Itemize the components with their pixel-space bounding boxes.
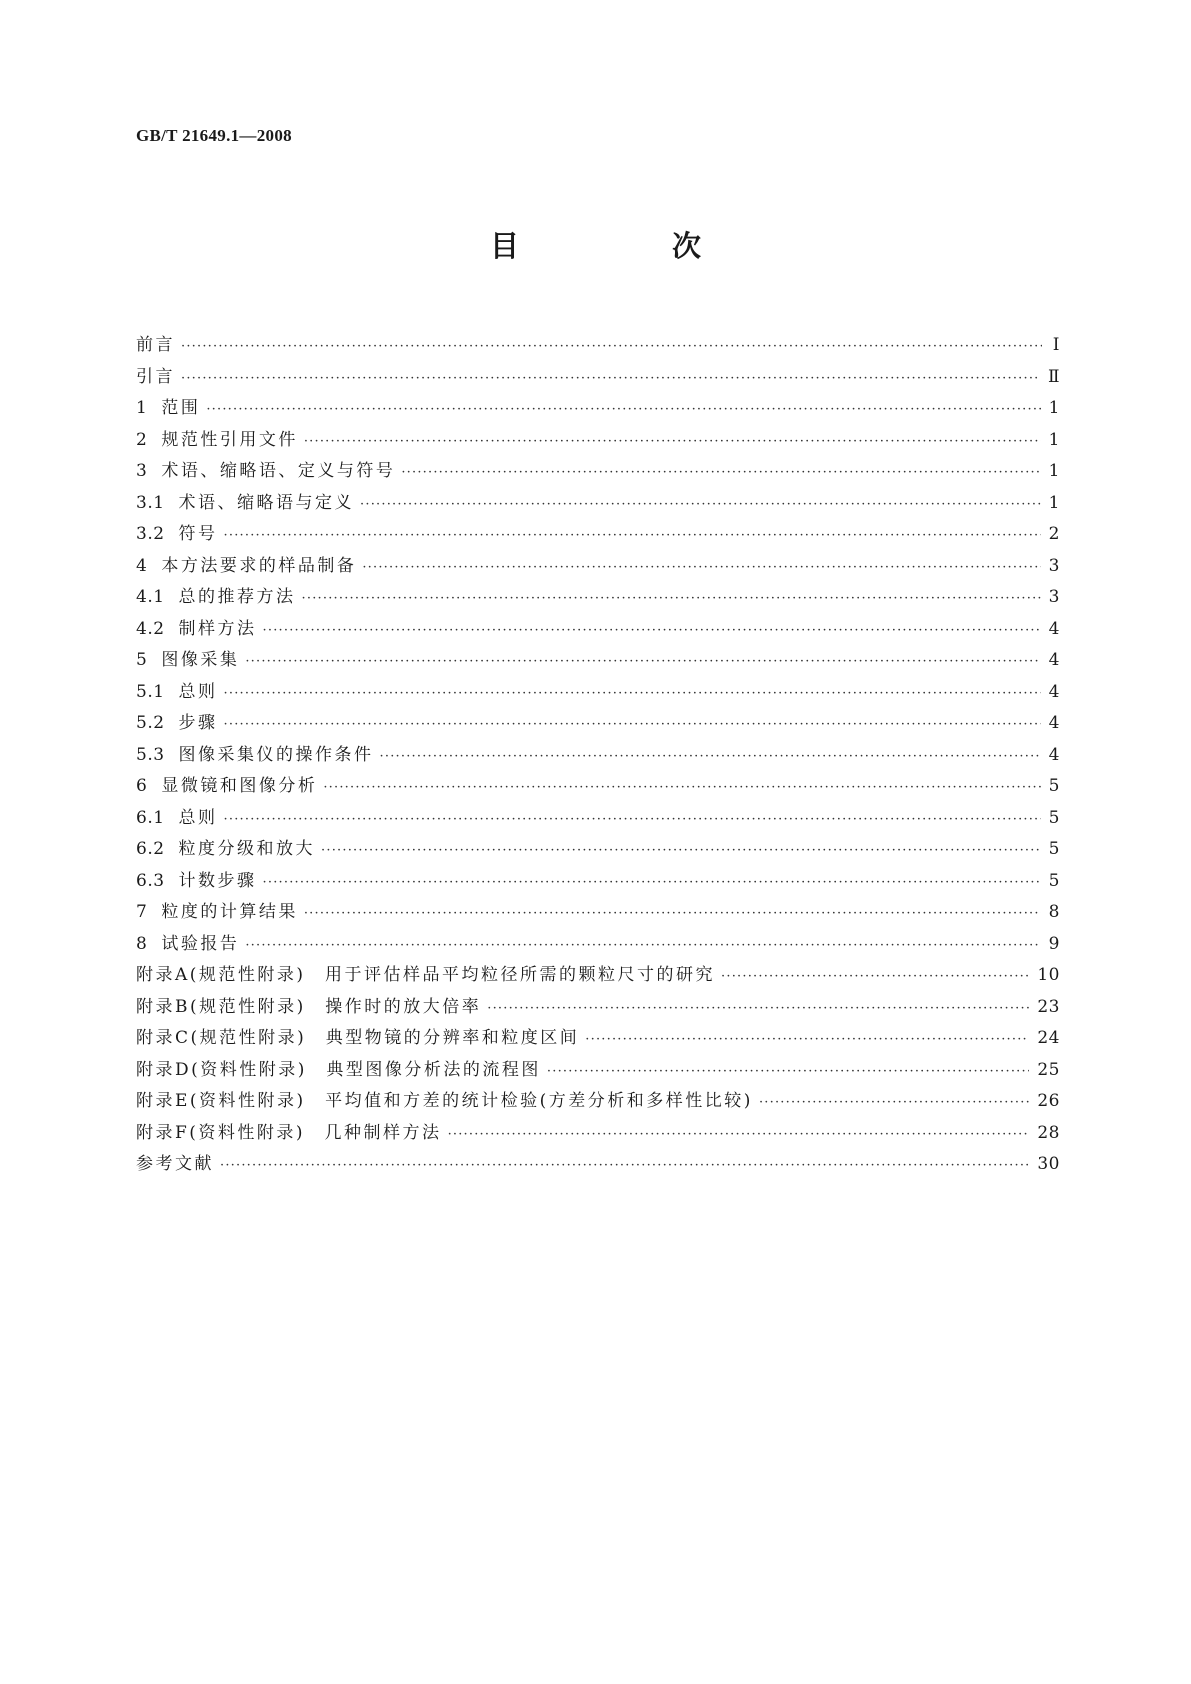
toc-entry-number: 4.1	[136, 587, 165, 607]
toc-dot-leader	[302, 591, 1041, 606]
toc-entry[interactable]	[136, 362, 1060, 394]
toc-entry-page: 5	[1048, 839, 1060, 859]
toc-entry-number: 4.2	[136, 618, 165, 639]
toc-entry-page: 9	[1048, 933, 1060, 954]
toc-entry-title: 附录F(资料性附录) 几种制样方法	[136, 1122, 442, 1143]
toc-entry[interactable]	[136, 992, 1060, 1024]
toc-dot-leader	[245, 938, 1040, 953]
toc-entry-page: 28	[1037, 1122, 1060, 1143]
toc-dot-leader	[362, 560, 1040, 575]
toc-entry-page: 1	[1048, 398, 1060, 418]
toc-entry[interactable]	[136, 393, 1060, 425]
toc-entry-title: 术语、缩略语与定义	[178, 492, 355, 513]
toc-entry-page: 4	[1048, 650, 1060, 670]
toc-entry[interactable]	[136, 1149, 1060, 1181]
toc-dot-leader	[401, 465, 1040, 480]
toc-entry-page: 4	[1048, 618, 1060, 639]
toc-dot-leader	[759, 1095, 1029, 1110]
toc-entry-title: 符号	[178, 524, 218, 544]
toc-entry-page: 23	[1037, 996, 1060, 1017]
toc-entry[interactable]	[136, 1086, 1060, 1118]
toc-entry[interactable]	[136, 425, 1060, 457]
toc-entry-number: 1	[136, 398, 148, 418]
toc-entry[interactable]	[136, 803, 1060, 835]
toc-entry-number: 3.2	[136, 524, 165, 544]
toc-entry-title: 显微镜和图像分析	[161, 776, 318, 796]
toc-entry-number: 3	[136, 461, 148, 481]
toc-entry[interactable]	[136, 929, 1060, 961]
toc-dot-leader	[304, 906, 1041, 921]
toc-dot-leader	[245, 654, 1040, 669]
toc-entry-number: 6.2	[136, 839, 165, 859]
toc-entry-page: 5	[1048, 870, 1060, 891]
toc-entry[interactable]	[136, 614, 1060, 646]
toc-dot-leader	[304, 434, 1041, 449]
toc-entry-title: 试验报告	[161, 933, 240, 954]
toc-dot-leader	[547, 1064, 1029, 1079]
toc-entry-number: 5.2	[136, 713, 165, 733]
toc-dot-leader	[380, 749, 1041, 764]
toc-entry-number: 7	[136, 902, 148, 922]
toc-dot-leader	[323, 780, 1040, 795]
toc-entry-page: 24	[1037, 1028, 1060, 1048]
toc-entry-title: 范围	[161, 398, 201, 418]
toc-entry-title: 规范性引用文件	[161, 429, 298, 450]
toc-entry-page: 2	[1048, 524, 1060, 544]
toc-entry[interactable]	[136, 582, 1060, 614]
page-title: 目 次	[489, 229, 763, 263]
toc-entry-title: 总则	[178, 681, 218, 702]
standard-code: GB/T 21649.1—2008	[136, 126, 292, 145]
toc-dot-leader	[585, 1032, 1029, 1047]
toc-entry[interactable]	[136, 519, 1060, 551]
toc-entry-number: 6.1	[136, 807, 165, 828]
toc-entry[interactable]	[136, 1055, 1060, 1087]
toc-entry-title: 附录A(规范性附录) 用于评估样品平均粒径所需的颗粒尺寸的研究	[136, 965, 716, 985]
toc-entry-page: 1	[1048, 492, 1060, 513]
toc-entry-page: 30	[1037, 1154, 1060, 1174]
toc-dot-leader	[220, 1158, 1029, 1173]
toc-entry-title: 前言	[136, 335, 175, 355]
toc-entry[interactable]	[136, 456, 1060, 488]
toc-entry[interactable]	[136, 897, 1060, 929]
toc-entry-page: 26	[1037, 1091, 1060, 1111]
toc-dot-leader	[487, 1001, 1029, 1016]
toc-entry-page: 1	[1048, 429, 1060, 450]
toc-entry-title: 计数步骤	[178, 870, 257, 891]
toc-entry-title: 图像采集仪的操作条件	[178, 744, 374, 765]
toc-entry-number: 6.3	[136, 870, 165, 891]
toc-entry-title: 附录C(规范性附录) 典型物镜的分辨率和粒度区间	[136, 1028, 580, 1048]
toc-entry-page: 5	[1048, 807, 1060, 828]
toc-entry-page: 4	[1048, 713, 1060, 733]
toc-entry-page: 3	[1048, 587, 1060, 607]
toc-entry[interactable]	[136, 708, 1060, 740]
toc-entry-number: 5.1	[136, 681, 165, 702]
toc-entry-title: 参考文献	[136, 1154, 214, 1174]
toc-dot-leader	[448, 1127, 1030, 1142]
toc-entry-number: 2	[136, 429, 148, 450]
toc-entry-title: 粒度的计算结果	[161, 902, 298, 922]
toc-entry[interactable]	[136, 488, 1060, 520]
toc-entry-page: 8	[1048, 902, 1060, 922]
toc-entry-page: 5	[1048, 776, 1060, 796]
toc-entry-title: 本方法要求的样品制备	[161, 555, 357, 576]
toc-entry[interactable]	[136, 645, 1060, 677]
toc-entry-page: 4	[1048, 681, 1060, 702]
toc-entry-title: 总的推荐方法	[178, 587, 296, 607]
toc-entry-page: Ⅰ	[1052, 335, 1060, 355]
toc-entry[interactable]	[136, 1023, 1060, 1055]
toc-entry-page: 3	[1048, 555, 1060, 576]
toc-entry-page: 10	[1037, 965, 1060, 985]
toc-entry-number: 5.3	[136, 744, 165, 765]
toc-entry[interactable]	[136, 330, 1060, 362]
toc-entry-page: 25	[1037, 1059, 1060, 1080]
toc-entry-title: 附录D(资料性附录) 典型图像分析法的流程图	[136, 1059, 541, 1080]
toc-entry-number: 4	[136, 555, 148, 576]
toc-entry-title: 图像采集	[161, 650, 240, 670]
toc-entry[interactable]	[136, 677, 1060, 709]
toc-entry-title: 引言	[136, 366, 175, 387]
toc-entry-title: 附录B(规范性附录) 操作时的放大倍率	[136, 996, 482, 1017]
toc-entry[interactable]	[136, 740, 1060, 772]
toc-entry-title: 附录E(资料性附录) 平均值和方差的统计检验(方差分析和多样性比较)	[136, 1091, 753, 1111]
toc-dot-leader	[181, 339, 1042, 354]
toc-dot-leader	[224, 812, 1041, 827]
toc-entry-number: 5	[136, 650, 148, 670]
toc-entry-title: 术语、缩略语、定义与符号	[161, 461, 396, 481]
toc-entry[interactable]	[136, 960, 1060, 992]
toc-dot-leader	[224, 686, 1041, 701]
toc-entry-number: 8	[136, 933, 148, 954]
toc-entry-number: 3.1	[136, 492, 165, 513]
toc-entry[interactable]	[136, 1118, 1060, 1150]
toc-entry[interactable]	[136, 866, 1060, 898]
toc-dot-leader	[224, 528, 1041, 543]
toc-entry-title: 粒度分级和放大	[178, 839, 316, 859]
toc-entry-title: 总则	[178, 807, 218, 828]
toc-entry[interactable]	[136, 771, 1060, 803]
toc-dot-leader	[263, 875, 1041, 890]
toc-entry-title: 步骤	[178, 713, 218, 733]
toc-entry[interactable]	[136, 834, 1060, 866]
toc-dot-leader	[263, 623, 1041, 638]
toc-dot-leader	[181, 371, 1040, 386]
toc-entry-page: 4	[1048, 744, 1060, 765]
toc-entry[interactable]	[136, 551, 1060, 583]
toc-dot-leader	[224, 717, 1041, 732]
toc-entry-page: 1	[1048, 461, 1060, 481]
table-of-contents	[136, 330, 1060, 1181]
toc-dot-leader	[206, 402, 1040, 417]
toc-entry-number: 6	[136, 776, 148, 796]
toc-entry-title: 制样方法	[178, 618, 257, 639]
toc-entry-page: Ⅱ	[1047, 366, 1060, 387]
toc-dot-leader	[321, 843, 1041, 858]
toc-dot-leader	[721, 969, 1029, 984]
toc-dot-leader	[360, 497, 1041, 512]
